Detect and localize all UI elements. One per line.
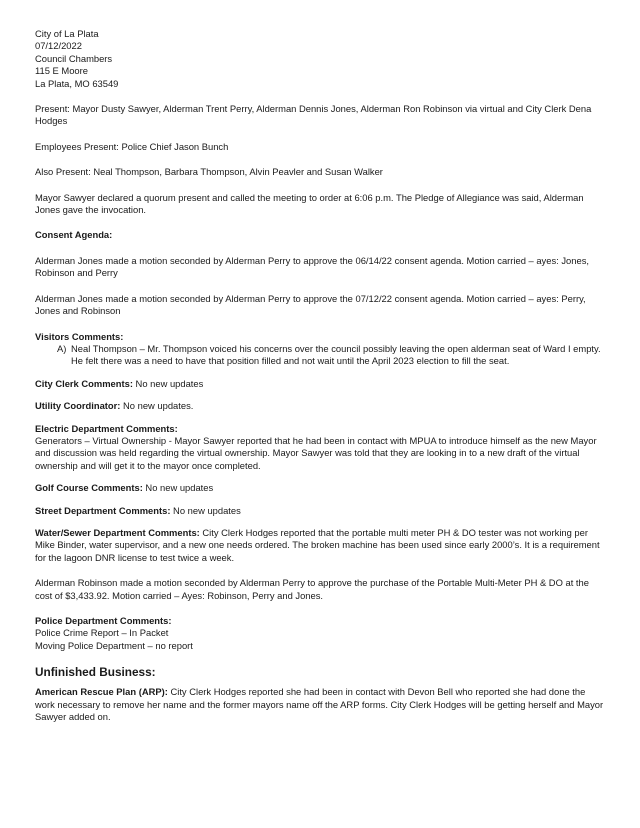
visitors-heading: Visitors Comments: (35, 330, 124, 342)
section-label: Water/Sewer Department Comments: (35, 526, 200, 538)
police-heading: Police Department Comments: (35, 615, 172, 626)
consent-agenda-heading: Consent Agenda: (35, 229, 113, 241)
visitor-comment-item (57, 343, 607, 368)
street-department-comments (35, 505, 607, 517)
visitor-comment-text: Neal Thompson – Mr. Thompson voiced his concerns over the council possibly leaving the open alderman seat of Ward I empty. He felt there was a need to have that position filled and not wait until the April 2023 election to fill the seat. (71, 342, 601, 367)
water-sewer-comments (35, 527, 607, 564)
arp-paragraph (35, 686, 607, 723)
section-text: No new updates (142, 482, 214, 494)
city-name: City of La Plata (35, 28, 99, 39)
minutes-document (35, 28, 607, 723)
employees-present: Employees Present: Police Chief Jason Bunch (35, 140, 229, 152)
utility-coordinator-comments (35, 400, 607, 412)
police-crime-report: Police Crime Report – In Packet (35, 627, 169, 639)
city-state-zip: La Plata, MO 63549 (35, 77, 119, 89)
also-present: Also Present: Neal Thompson, Barbara Thompson, Alvin Peavler and Susan Walker (35, 166, 383, 178)
section-label: Golf Course Comments: (35, 482, 143, 494)
section-text: No new updates (170, 504, 241, 516)
section-text: City Clerk Hodges reported she had been in contact with Devon Bell who reported she had done the work necessary to remove her name and the former mayors name off the ARP forms. City Clerk Hodges will be getting herself and Mayor Sawyer added on. (35, 686, 604, 723)
police-moving-department: Moving Police Department – no report (35, 639, 193, 651)
address-block (35, 28, 607, 90)
street-address: 115 E Moore (35, 65, 88, 77)
section-label: City Clerk Comments: (35, 377, 133, 389)
water-purchase-motion: Alderman Robinson made a motion seconded by Alderman Perry to approve the purchase of the Portable Multi-Meter PH & DO at the cost of $3,433.92. Motion carried – Ayes: Robinson, Perry and Jones. (35, 577, 589, 601)
unfinished-business-heading: Unfinished Business: (35, 665, 156, 680)
electric-heading: Electric Department Comments: (35, 422, 178, 434)
consent-motion-2: Alderman Jones made a motion seconded by Alderman Perry to approve the 07/12/22 consent agenda. Motion carried – ayes: Perry, Jones and Robinson (35, 292, 586, 317)
consent-motion-1: Alderman Jones made a motion seconded by Alderman Perry to approve the 06/14/22 consent agenda. Motion carried – ayes: Jones, Robinson and Perry (35, 254, 589, 279)
section-label: American Rescue Plan (ARP): (35, 686, 168, 698)
golf-course-comments (35, 482, 607, 494)
section-label: Street Department Comments: (35, 504, 171, 516)
meeting-location: Council Chambers (35, 52, 113, 64)
list-marker: A) (57, 342, 67, 354)
section-text: City Clerk Hodges reported that the portable multi meter PH & DO tester was not working per Mike Binder, water supervisor, and a new one needs ordered. The broken machine has been used since early 2000’s. It is a requirement for the lagoon DNR license to test twice a week. (35, 526, 600, 563)
section-label: Utility Coordinator: (35, 400, 121, 412)
section-text: No new updates (132, 377, 204, 389)
call-to-order: Mayor Sawyer declared a quorum present and called the meeting to order at 6:06 p.m. The Pledge of Allegiance was said, Alderman Jones gave the invocation. (35, 191, 584, 216)
electric-text: Generators – Virtual Ownership - Mayor Sawyer reported that he had been in contact with MPUA to introduce himself as the new Mayor and discussion was held regarding the virtual ownership. Mayor Sawyer was told that they are looking in to a new draft of the virtual ownership and will get it to the mayor once completed. (35, 434, 597, 471)
meeting-date: 07/12/2022 (35, 40, 82, 52)
present-paragraph: Present: Mayor Dusty Sawyer, Alderman Trent Perry, Alderman Dennis Jones, Alderman Ron Robinson via virtual and City Clerk Dena Hodges (35, 103, 592, 127)
city-clerk-comments (35, 378, 607, 390)
section-text: No new updates. (120, 400, 194, 412)
